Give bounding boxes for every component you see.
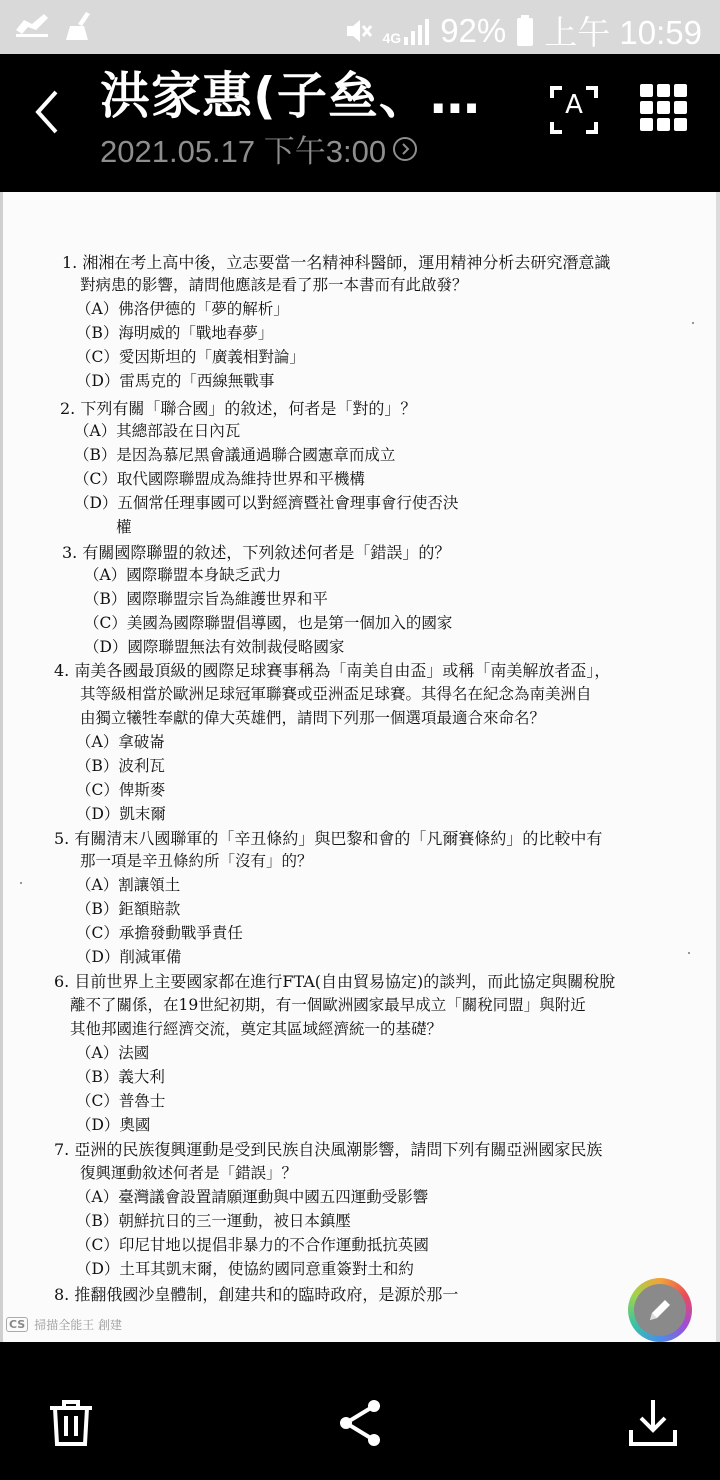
edit-icon	[646, 1296, 674, 1324]
scan-speck	[692, 322, 694, 324]
document-text-line: （C）印尼甘地以提倡非暴力的不合作運動抵抗英國	[76, 1236, 429, 1254]
network-type-label: 4G	[382, 29, 402, 46]
signal-icon	[383, 17, 431, 45]
document-text-line: （C）美國為國際聯盟倡導國，也是第一個加入的國家	[84, 614, 453, 632]
document-date-row[interactable]	[100, 126, 418, 171]
document-text-line: 權	[116, 518, 132, 536]
document-text-line: 其等級相當於歐洲足球冠軍聯賽或亞洲盃足球賽。其得名在紀念為南美洲自	[80, 685, 592, 703]
document-text-line: （A）法國	[76, 1044, 150, 1062]
question-text: 8. 推翻俄國沙皇體制，創建共和的臨時政府，是源於那一	[54, 1285, 459, 1304]
question-text: 3. 有關國際聯盟的敘述，下列敘述何者是「錯誤」的？	[62, 543, 451, 562]
scan-speck	[688, 952, 690, 954]
camscanner-logo: CS	[6, 1317, 28, 1332]
document-text-line: （B）波利瓦	[76, 757, 165, 775]
document-text-line: 離不了關係，在19世紀初期，有一個歐洲國家最早成立「關稅同盟」與附近	[70, 996, 586, 1014]
edit-button[interactable]	[628, 1278, 692, 1342]
battery-icon	[516, 15, 534, 47]
document-text-line: （B）朝鮮抗日的三一運動，被日本鎮壓	[76, 1212, 351, 1230]
question-list	[0, 192, 720, 1342]
question-text: 4. 南美各國最頂級的國際足球賽事稱為「南美自由盃」或稱「南美解放者盃」，	[54, 661, 611, 680]
document-text-line: （A）佛洛伊德的「夢的解析」	[76, 300, 289, 318]
document-text-line: （C）俾斯麥	[76, 781, 166, 799]
back-icon	[24, 82, 72, 142]
scanner-watermark	[6, 1316, 122, 1333]
ocr-label: A	[565, 90, 583, 120]
document-text-line: （B）國際聯盟宗旨為維護世界和平	[84, 590, 328, 608]
document-text-line: （D）國際聯盟無法有效制裁侵略國家	[84, 638, 345, 656]
watermark-text: 掃描全能王 創建	[34, 1318, 123, 1332]
scanned-document-page[interactable]	[0, 192, 720, 1342]
document-title: 洪家惠(子亝、…	[100, 67, 481, 125]
notification-icon	[14, 10, 50, 42]
scan-speck	[20, 882, 22, 884]
document-text-line: 其他邦國進行經濟交流，奠定其區域經濟統一的基礎？	[70, 1020, 443, 1038]
grid-icon	[640, 84, 688, 132]
document-text-line: （D）土耳其凱末爾，使協約國同意重簽對土和約	[76, 1260, 414, 1278]
document-text-line: 那一項是辛丑條約所「沒有」的？	[80, 852, 313, 870]
document-text-line: （B）鉅額賠款	[76, 900, 181, 918]
battery-percent: 92%	[440, 11, 507, 49]
document-text-line: （A）其總部設在日內瓦	[74, 422, 241, 440]
document-text-line: （C）承擔發動戰爭責任	[76, 924, 243, 942]
document-text-line: （B）是因為慕尼黑會議通過聯合國憲章而成立	[74, 446, 396, 464]
document-text-line: （A）拿破崙	[76, 733, 165, 751]
download-icon	[628, 1398, 678, 1448]
download-button[interactable]	[628, 1398, 678, 1448]
document-text-line: （A）臺灣議會設置請願運動與中國五四運動受影響	[76, 1188, 429, 1206]
document-text-line: （B）海明威的「戰地春夢」	[76, 324, 274, 342]
bottom-toolbar	[0, 1342, 720, 1480]
status-clock: 上午 10:59	[544, 14, 702, 51]
status-bar	[0, 0, 720, 54]
back-button[interactable]	[24, 82, 72, 142]
document-text-line: （D）奧國	[76, 1116, 151, 1134]
document-text-line: （B）義大利	[76, 1068, 165, 1086]
mute-icon	[343, 16, 373, 46]
delete-icon	[46, 1398, 96, 1448]
delete-button[interactable]	[46, 1398, 96, 1448]
share-button[interactable]	[336, 1398, 386, 1448]
app-header	[0, 54, 720, 192]
question-text: 1. 湘湘在考上高中後，立志要當一名精神科醫師，運用精神分析去研究潛意識	[62, 253, 611, 272]
question-text: 6. 目前世界上主要國家都在進行FTA(自由貿易協定)的談判，而此協定與關稅脫	[54, 972, 616, 991]
document-text-line: （C）取代國際聯盟成為維持世界和平機構	[74, 470, 365, 488]
document-text-line: （D）五個常任理事國可以對經濟暨社會理事會行使否決	[74, 494, 459, 512]
document-text-line: （D）削減軍備	[76, 948, 182, 966]
question-text: 7. 亞洲的民族復興運動是受到民族自決風潮影響，請問下列有關亞洲國家民族	[54, 1140, 603, 1159]
question-text: 5. 有關清末八國聯軍的「辛丑條約」與巴黎和會的「凡爾賽條約」的比較中有	[54, 829, 603, 848]
document-text-line: 由獨立犧牲奉獻的偉大英雄們，請問下列那一個選項最適合來命名？	[80, 709, 546, 727]
document-text-line: （D）雷馬克的「西線無戰事	[76, 372, 275, 390]
document-text-line: （C）愛因斯坦的「廣義相對論」	[76, 348, 305, 366]
grid-view-button[interactable]	[640, 84, 688, 132]
ocr-button[interactable]	[548, 84, 600, 136]
document-text-line: （A）國際聯盟本身缺乏武力	[84, 566, 282, 584]
info-icon	[392, 136, 418, 162]
document-date: 2021.05.17 下午3:00	[100, 134, 387, 169]
share-icon	[336, 1398, 386, 1448]
document-text-line: 對病患的影響，請問他應該是看了那一本書而有此啟發？	[80, 276, 468, 294]
document-text-line: 復興運動敘述何者是「錯誤」？	[80, 1164, 298, 1182]
cleaner-icon	[64, 10, 96, 42]
document-text-line: （C）普魯士	[76, 1092, 166, 1110]
document-text-line: （A）割讓領土	[76, 876, 181, 894]
question-text: 2. 下列有關「聯合國」的敘述，何者是「對的」？	[60, 399, 417, 418]
document-text-line: （D）凱末爾	[76, 805, 166, 823]
